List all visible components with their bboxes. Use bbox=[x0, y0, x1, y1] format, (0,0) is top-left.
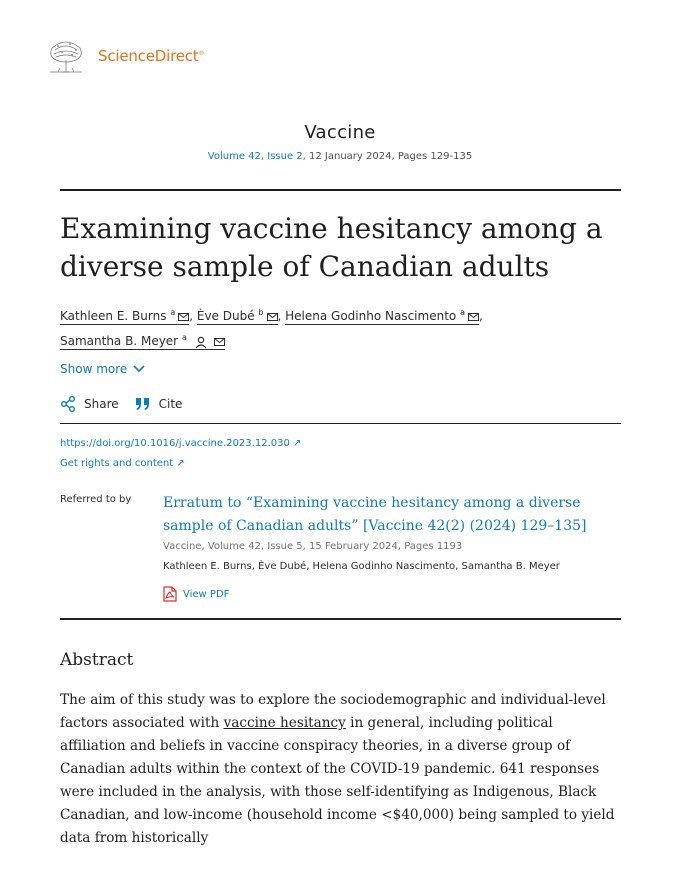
mail-icon bbox=[178, 313, 189, 321]
rights-text: Get rights and content bbox=[60, 458, 174, 469]
view-pdf-link[interactable] bbox=[163, 586, 229, 602]
doi-link[interactable] bbox=[60, 434, 301, 454]
mail-icon bbox=[468, 313, 479, 321]
brand-text: ScienceDirect bbox=[98, 47, 199, 65]
elsevier-tree-icon bbox=[46, 38, 86, 74]
keyword-link[interactable]: vaccine hesitancy bbox=[223, 715, 346, 731]
erratum-link[interactable]: Erratum to “Examining vaccine hesitancy among a diverse sample of Canadian adults” [Vaccine 42(2) (2024) 129–135] bbox=[163, 495, 587, 534]
view-pdf-label: View PDF bbox=[183, 588, 230, 600]
erratum-meta: Vaccine, Volume 42, Issue 5, 15 February 2024, Pages 1193 bbox=[163, 541, 463, 552]
affiliation-mark: a bbox=[181, 333, 187, 342]
erratum-authors: Kathleen E. Burns, Ève Dubé, Helena Godinho Nascimento, Samantha B. Meyer bbox=[163, 561, 560, 572]
author-list: Kathleen E. Burns $^a$ , Ève Dubé $^b$ , Helena Godinho Nascimento $^a$ , Samantha B. Meyer $^a$ bbox=[60, 308, 483, 348]
author-name: Ève Dubé bbox=[196, 309, 255, 323]
pdf-icon bbox=[163, 586, 177, 602]
author-name: Helena Godinho Nascimento bbox=[285, 309, 457, 323]
affiliation-mark: a bbox=[460, 308, 465, 317]
abstract-heading: Abstract bbox=[60, 650, 134, 670]
article-actions bbox=[60, 396, 182, 412]
author-link[interactable] bbox=[60, 309, 189, 325]
cite-label: Cite bbox=[158, 397, 183, 411]
show-more-label: Show more bbox=[60, 362, 128, 376]
author-link[interactable] bbox=[197, 309, 278, 325]
cite-button[interactable] bbox=[135, 397, 183, 411]
date-pages: , 12 January 2024, Pages 129-135 bbox=[302, 151, 473, 162]
article-links bbox=[60, 434, 301, 474]
doi-text: https://doi.org/10.1016/j.vaccine.2023.12.030 bbox=[60, 438, 290, 449]
author-link[interactable] bbox=[60, 334, 225, 350]
abstract-text-part: in general, including political affiliation and beliefs in vaccine conspiracy theories, in a diverse group of Canadian adults within the context of the COVID-19 pandemic. 641 responses were included in the analysis, with those self-identifying as Indigenous, Black Canadian, and low-income (household income <$40,000) being sampled to yield data from historically bbox=[60, 715, 615, 846]
external-link-icon: ↗ bbox=[176, 458, 185, 469]
volume-issue-link[interactable]: Volume 42, Issue 2 bbox=[207, 151, 303, 162]
article-title: Examining vaccine hesitancy among a diverse sample of Canadian adults bbox=[60, 212, 603, 283]
author-name: Samantha B. Meyer bbox=[60, 334, 179, 348]
rights-link[interactable] bbox=[60, 454, 301, 474]
trademark: ® bbox=[198, 50, 205, 57]
mail-icon bbox=[267, 313, 278, 321]
sciencedirect-logo[interactable] bbox=[46, 38, 204, 74]
brand-name bbox=[98, 47, 204, 65]
external-link-icon: ↗ bbox=[293, 438, 302, 449]
abstract-text bbox=[60, 689, 622, 850]
quote-icon bbox=[135, 397, 151, 411]
show-more-button[interactable] bbox=[60, 362, 145, 376]
share-label: Share bbox=[84, 397, 119, 411]
issue-line bbox=[0, 151, 680, 162]
chevron-down-icon bbox=[133, 365, 145, 373]
divider bbox=[60, 423, 621, 424]
affiliation-mark: b bbox=[258, 308, 264, 317]
person-icon bbox=[195, 336, 207, 348]
divider bbox=[60, 618, 621, 620]
referred-to-label: Referred to by bbox=[60, 494, 132, 505]
author-name: Kathleen E. Burns bbox=[60, 309, 167, 323]
journal-name[interactable]: Vaccine bbox=[304, 122, 376, 143]
mail-icon bbox=[214, 338, 225, 346]
share-button[interactable] bbox=[60, 396, 119, 412]
divider bbox=[60, 189, 621, 191]
abstract-text-part: The aim of this study was to explore the sociodemographic and individual-level factors associated with bbox=[60, 692, 606, 731]
affiliation-mark: a bbox=[170, 308, 176, 317]
author-link[interactable] bbox=[285, 309, 479, 325]
share-icon bbox=[60, 396, 76, 412]
